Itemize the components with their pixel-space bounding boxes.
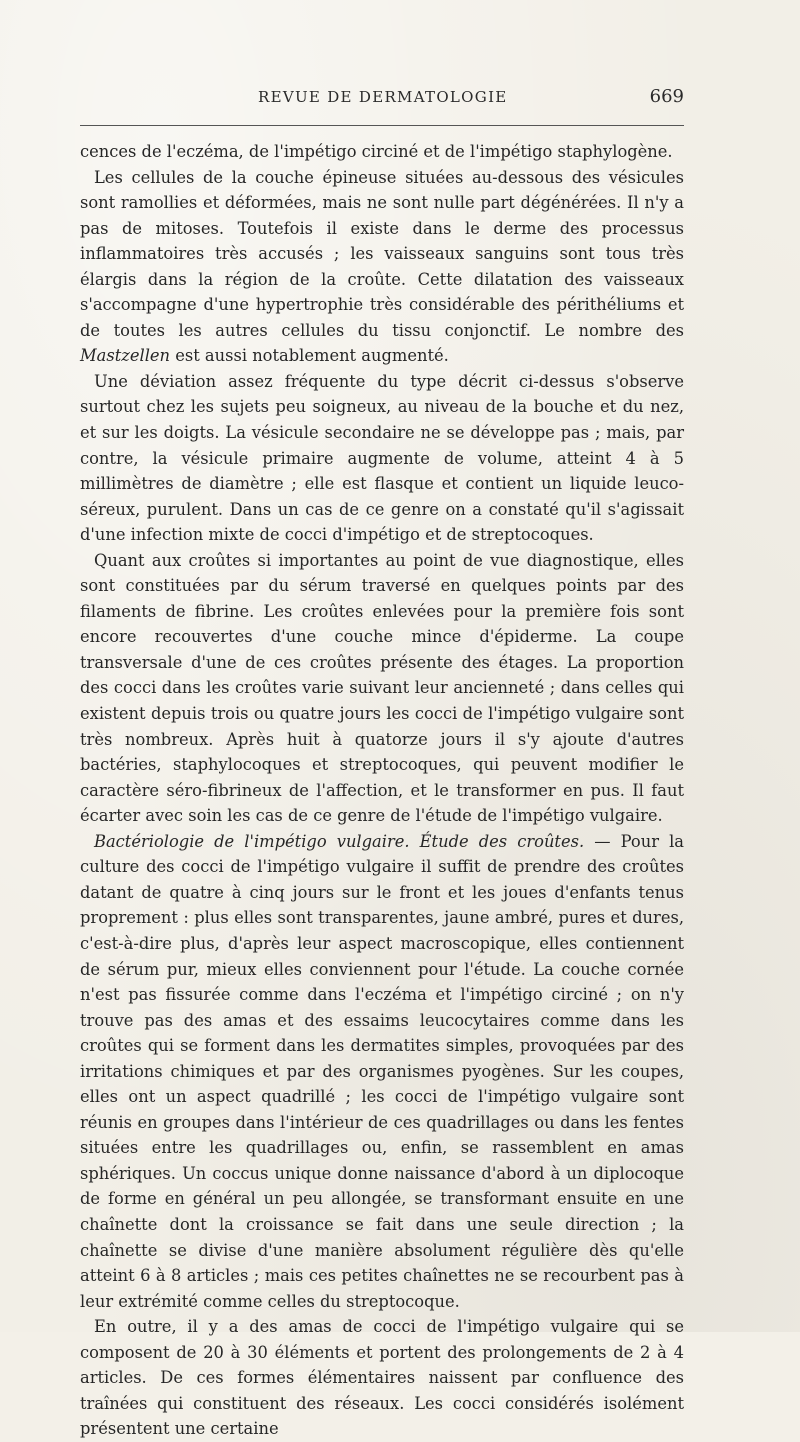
- header-rule: [80, 125, 684, 126]
- paragraph-text: Une déviation assez fréquente du type décrit ci-dessus s'observe surtout chez les sujets peu soigneux, au niveau de la bouche et du nez, et sur les doigts. La vésicule secondaire ne se développe pas ; mais, par contre, la vésicule primaire augmente de volume, atteint 4 à 5 millimètres de diamètre ; elle est flasque et contient un liquide leuco-séreux, purulent. Dans un cas de ce genre on a constaté qu'il s'agissait d'une infection mixte de cocci d'impétigo et de streptocoques.: [80, 371, 684, 545]
- italic-term: Mastzellen: [80, 346, 171, 366]
- paragraph-continuation: [80, 139, 684, 165]
- paragraph-cellules: [80, 165, 684, 369]
- section-heading-italic: Bactériologie de l'impétigo vulgaire. Étude des croûtes.: [94, 831, 585, 851]
- paragraph-text: En outre, il y a des amas de cocci de l'impétigo vulgaire qui se composent de 20 à 30 éléments et portent des prolongements de 2 à 4 articles. De ces formes élémentaires naissent par confluence des traînées qui constituent des réseaux. Les cocci considérés isolément présentent une certaine: [80, 1317, 684, 1439]
- paragraph-deviation: [80, 369, 684, 548]
- paragraph-text: Les cellules de la couche épineuse situées au-dessous des vésicules sont ramollies et déformées, mais ne sont nulle part dégénérées. Il n'y a pas de mitoses. Toutefois il existe dans le derme des processus inflammatoires très accusés ; les vaisseaux sanguins sont tous très élargis dans la région de la croûte. Cette dilatation des vaisseaux s'accompagne d'une hypertrophie très considérable des périthéliums et de toutes les autres cellules du tissu conjonctif. Le nombre des: [80, 167, 684, 340]
- page-number: 669: [649, 86, 684, 107]
- paragraph-croutes: [80, 548, 684, 829]
- paragraph-text: est aussi notablement augmenté.: [170, 346, 449, 366]
- paragraph-text: Quant aux croûtes si importantes au point de vue diagnostique, elles sont constituées par du sérum traversé en quelques points par des filaments de fibrine. Les croûtes enlevées pour la première fois sont encore recouvertes d'une couche mince d'épiderme. La coupe transversale d'une de ces croûtes présente des étages. La proportion des cocci dans les croûtes varie suivant leur ancienneté ; dans celles qui existent depuis trois ou quatre jours les cocci de l'impétigo vulgaire sont très nombreux. Après huit à quatorze jours il s'y ajoute d'autres bactéries, staphylocoques et streptocoques, qui peuvent modifier le caractère séro-fibrineux de l'affection, et le transformer en pus. Il faut écarter avec soin les cas de ce genre de l'étude de l'impétigo vulgaire.: [80, 550, 684, 826]
- running-head: [80, 88, 684, 112]
- paragraph-bacteriologie: [80, 829, 684, 1314]
- paragraph-en-outre: [80, 1314, 684, 1442]
- article-body: [80, 139, 684, 1442]
- paragraph-text: cences de l'eczéma, de l'impétigo circiné et de l'impétigo staphylogène.: [80, 142, 673, 161]
- paragraph-text: — Pour la culture des cocci de l'impétigo vulgaire il suffit de prendre des croûtes datant de quatre à cinq jours sur le front et les joues d'enfants tenus proprement : plus elles sont transparentes, jaune ambré, pures et dures, c'est-à-dire plus, d'après leur aspect macroscopique, elles contiennent de sérum pur, mieux elles conviennent pour l'étude. La couche cornée n'est pas fissurée comme dans l'eczéma et l'impétigo circiné ; on n'y trouve pas des amas et des essaims leucocytaires comme dans les croûtes qui se forment dans les dermatites simples, provoquées par des irritations chimiques et par des organismes pyogènes. Sur les coupes, elles ont un aspect quadrillé ; les cocci de l'impétigo vulgaire sont réunis en groupes dans l'intérieur de ces quadrillages ou dans les fentes situées entre les quadrillages ou, enfin, se rassemblent en amas sphériques. Un coccus unique donne naissance d'abord à un diplocoque de forme en général un peu allongée, se transformant ensuite en une chaînette dont la croissance se fait dans une seule direction ; la chaînette se divise d'une manière absolument régulière dès qu'elle atteint 6 à 8 articles ; mais ces petites chaînettes ne se recourbent pas à leur extrémité comme celles du streptocoque.: [80, 831, 684, 1311]
- journal-title: REVUE DE DERMATOLOGIE: [258, 88, 508, 106]
